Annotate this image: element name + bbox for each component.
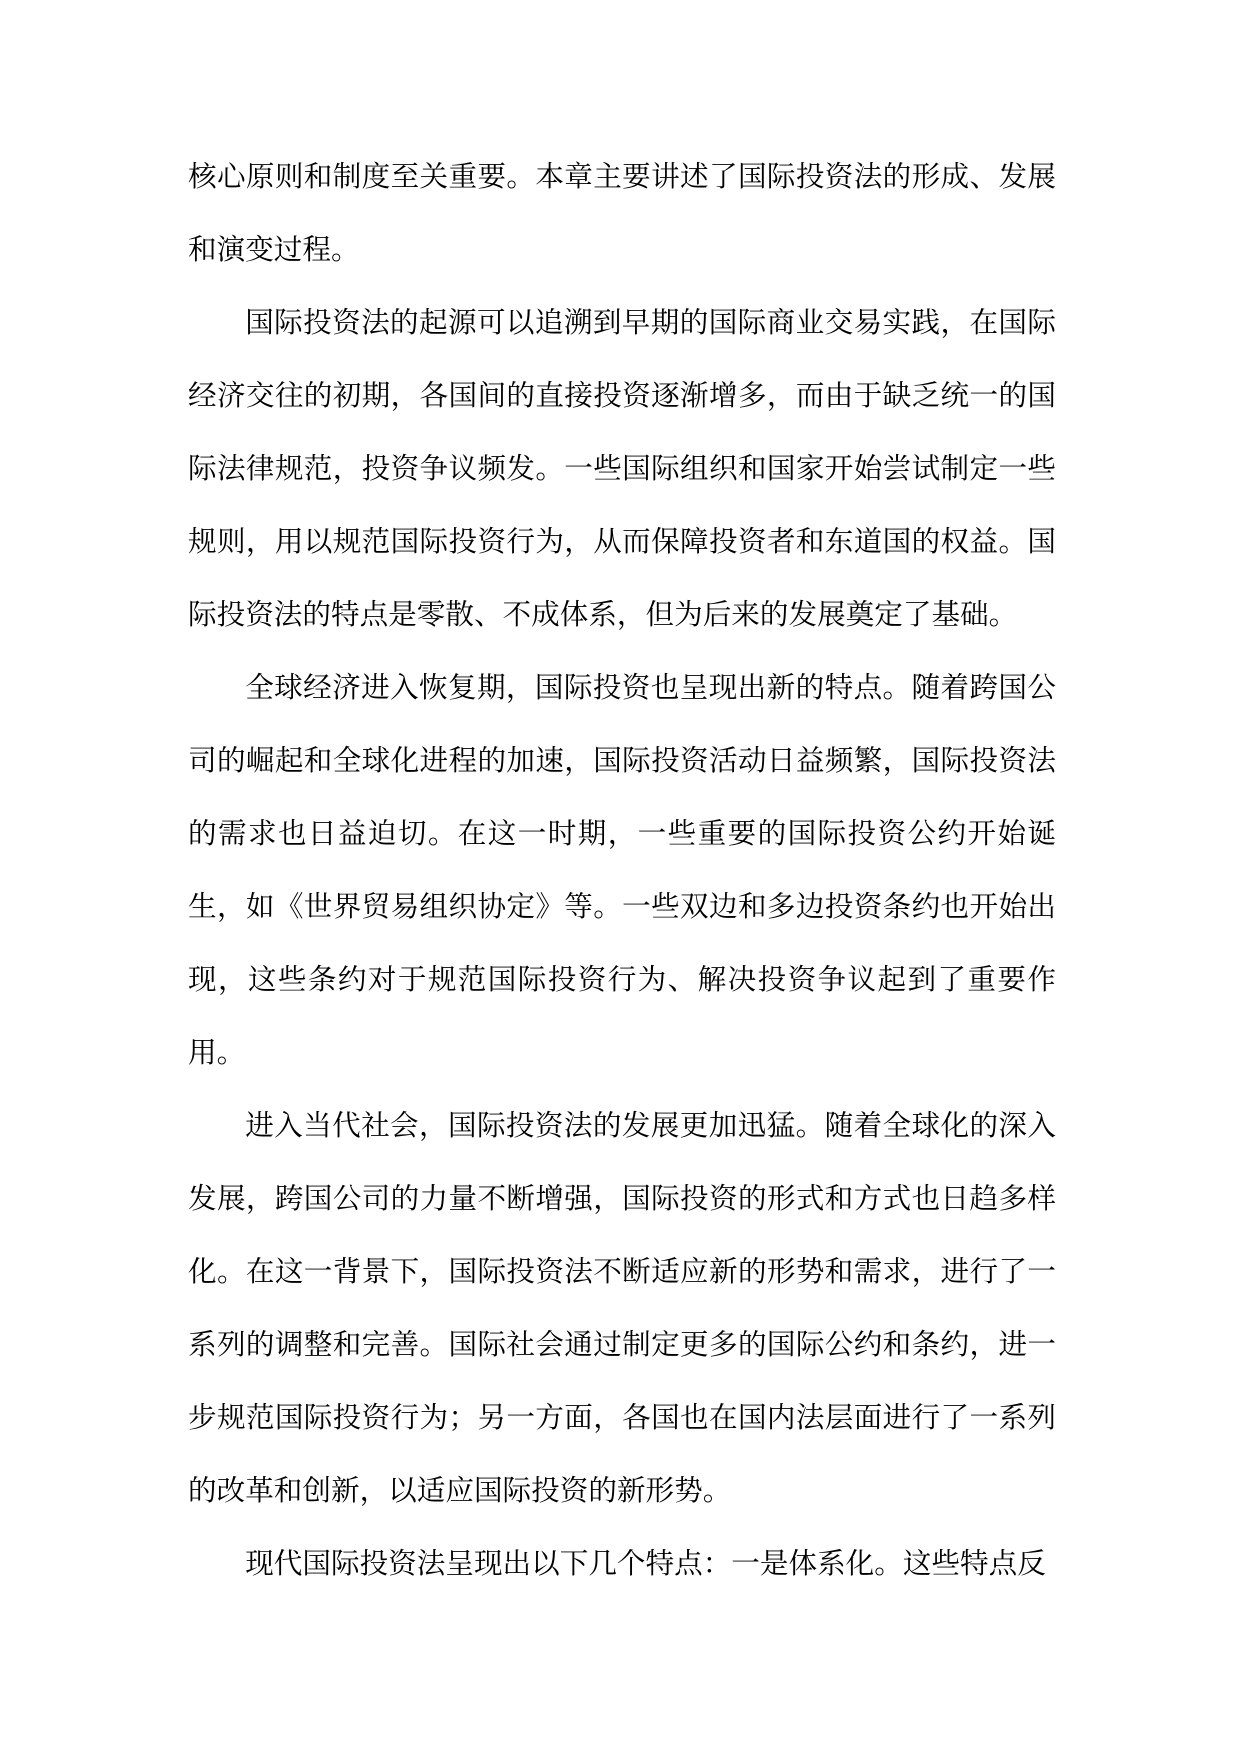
document-body (188, 140, 1056, 1600)
paragraph-2: 国际投资法的起源可以追溯到早期的国际商业交易实践，在国际经济交往的初期，各国间的直接投资逐渐增多，而由于缺乏统一的国际法律规范，投资争议频发。一些国际组织和国家开始尝试制定一些规则，用以规范国际投资行为，从而保障投资者和东道国的权益。国际投资法的特点是零散、不成体系，但为后来的发展奠定了基础。 (188, 305, 1056, 631)
paragraph-1: 核心原则和制度至关重要。本章主要讲述了国际投资法的形成、发展和演变过程。 (188, 159, 1056, 266)
paragraph-4: 进入当代社会，国际投资法的发展更加迅猛。随着全球化的深入发展，跨国公司的力量不断增强，国际投资的形式和方式也日趋多样化。在这一背景下，国际投资法不断适应新的形势和需求，进行了一系列的调整和完善。国际社会通过制定更多的国际公约和条约，进一步规范国际投资行为；另一方面，各国也在国内法层面进行了一系列的改革和创新，以适应国际投资的新形势。 (188, 1108, 1056, 1507)
paragraph-3: 全球经济进入恢复期，国际投资也呈现出新的特点。随着跨国公司的崛起和全球化进程的加速，国际投资活动日益频繁，国际投资法的需求也日益迫切。在这一时期，一些重要的国际投资公约开始诞生，如《世界贸易组织协定》等。一些双边和多边投资条约也开始出现，这些条约对于规范国际投资行为、解决投资争议起到了重要作用。 (188, 670, 1056, 1069)
paragraph-5: 现代国际投资法呈现出以下几个特点：一是体系化。这些特点反 (245, 1546, 1046, 1580)
